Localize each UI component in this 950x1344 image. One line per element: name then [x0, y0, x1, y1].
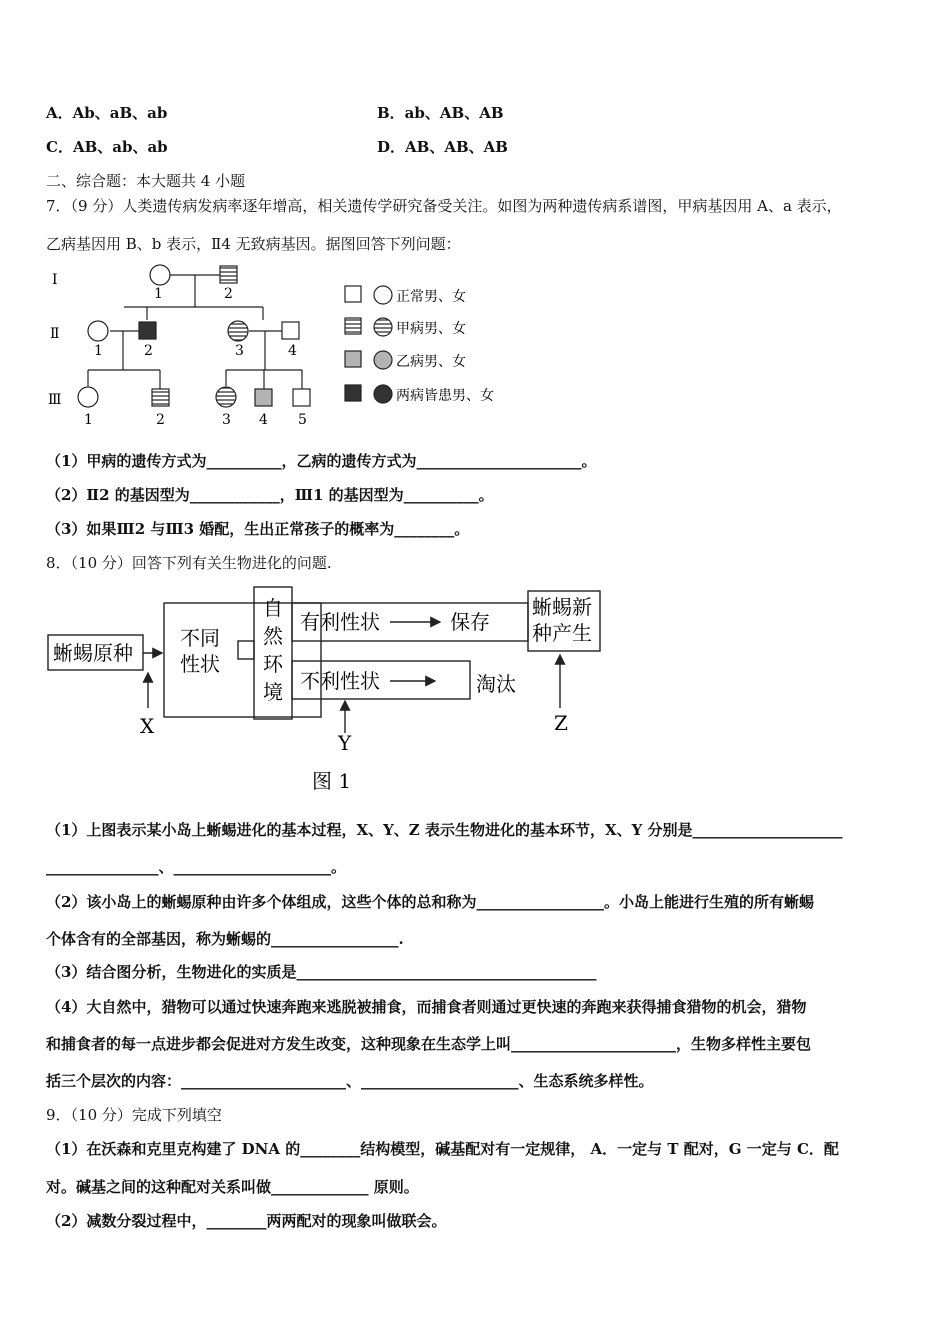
traits-label: 性状 [180, 652, 220, 676]
eliminate-label: 淘汰 [476, 672, 516, 696]
evolution-diagram [40, 583, 620, 798]
legend-female-both [374, 385, 392, 403]
legend-female-normal [374, 286, 392, 304]
gen-label: Ⅰ [52, 272, 58, 288]
section-title: 二、综合题：本大题共 4 小题 [46, 172, 246, 190]
pedigree-female-normal [88, 321, 108, 341]
environment-label: 自 [263, 596, 283, 620]
z-label: Z [554, 711, 568, 735]
q9-sub1-line2: 对。碱基之间的这种配对关系叫做_____________ 原则。 [46, 1178, 419, 1196]
option-c: C．AB、ab、ab [46, 138, 168, 156]
q7-stem-line2: 乙病基因用 B、b 表示，Ⅱ4 无致病基因。据图回答下列问题： [46, 235, 461, 253]
pedigree-female-normal [78, 387, 98, 407]
pedigree-number: 1 [84, 412, 93, 428]
legend-male-disease-b [345, 351, 361, 367]
pedigree-male-disease-a [152, 389, 169, 406]
traits-label: 不同 [180, 626, 220, 650]
q8-sub2-line2: 个体含有的全部基因，称为蜥蜴的_________________. [46, 930, 404, 948]
q9-sub1-line1: （1）在沃森和克里克构建了 DNA 的________结构模型，碱基配对有一定规律， A．一定与 T 配对，G 一定与 C．配 [46, 1140, 839, 1158]
original-species-label: 蜥蜴原种 [53, 641, 133, 665]
pedigree-female-disease-a [228, 321, 248, 341]
q9-title: 9．（10 分）完成下列填空 [46, 1106, 222, 1124]
pedigree-number: 3 [235, 343, 244, 359]
q9-sub2: （2）减数分裂过程中，________两两配对的现象叫做联会。 [46, 1212, 447, 1230]
q8-title: 8．（10 分）回答下列有关生物进化的问题. [46, 554, 332, 572]
gen-label: Ⅲ [48, 392, 62, 408]
pedigree-number: 2 [156, 412, 165, 428]
pedigree-male-normal [282, 322, 299, 339]
legend-female-disease-a [374, 318, 392, 336]
q7-sub2: （2）Ⅱ2 的基因型为____________，Ⅲ1 的基因型为__________。 [46, 486, 494, 504]
q8-sub2-line1: （2）该小岛上的蜥蜴原种由许多个体组成，这些个体的总和称为_________________。小岛上能进行生殖的所有蜥蜴 [46, 893, 814, 911]
legend-female-disease-b [374, 351, 392, 369]
q8-sub1-line1: （1）上图表示某小岛上蜥蜴进化的基本过程，X、Y、Z 表示生物进化的基本环节，X、Y 分别是____________________ [46, 821, 843, 839]
pedigree-male-normal [293, 389, 310, 406]
q8-sub4-line1: （4）大自然中，猎物可以通过快速奔跑来逃脱被捕食，而捕食者则通过更快速的奔跑来获得捕食猎物的机会，猎物 [46, 998, 807, 1016]
pedigree-female-normal [150, 265, 170, 285]
figure-caption: 图 1 [312, 769, 352, 793]
new-species-label: 蜥蜴新 [532, 595, 592, 619]
q7-sub3: （3）如果Ⅲ2 与Ⅲ3 婚配，生出正常孩子的概率为________。 [46, 520, 470, 538]
legend-label: 甲病男、女 [396, 321, 466, 337]
y-label: Y [338, 731, 352, 755]
pedigree-male-disease-b [255, 389, 272, 406]
legend-male-both [345, 385, 361, 401]
preserve-label: 保存 [450, 610, 490, 634]
legend-male-disease-a [345, 318, 361, 334]
q7-sub1: （1）甲病的遗传方式为__________，乙病的遗传方式为______________________。 [46, 452, 597, 470]
q8-sub4-line2: 和捕食者的每一点进步都会促进对方发生改变，这种现象在生态学上叫______________________，生物多样性主要包 [46, 1035, 812, 1053]
q7-stem-line1: 7．（9 分）人类遗传病发病率逐年增高，相关遗传学研究备受关注。如图为两种遗传病系谱图，甲病基因用 A、a 表示， [46, 197, 842, 215]
option-a: A．Ab、aB、ab [46, 104, 168, 122]
option-b: B．ab、AB、AB [377, 104, 504, 122]
x-label: X [140, 714, 155, 738]
legend-male-normal [345, 286, 361, 302]
environment-label: 然 [263, 624, 283, 648]
legend-label: 两病皆患男、女 [396, 388, 494, 404]
option-d: D．AB、AB、AB [377, 138, 508, 156]
q8-sub4-line3: 括三个层次的内容：______________________、_____________________、生态系统多样性。 [46, 1072, 654, 1090]
q8-sub3: （3）结合图分析，生物进化的实质是________________________________________ [46, 963, 597, 981]
pedigree-number: 1 [154, 286, 163, 302]
pedigree-number: 2 [144, 343, 153, 359]
pedigree-number: 4 [259, 412, 268, 428]
q8-sub1-line2: _______________、_____________________。 [46, 858, 347, 876]
pedigree-number: 3 [222, 412, 231, 428]
pedigree-number: 1 [94, 343, 103, 359]
pedigree-number: 4 [288, 343, 297, 359]
pedigree-number: 2 [224, 286, 233, 302]
pedigree-female-disease-a [216, 387, 236, 407]
pedigree-chart [40, 262, 560, 432]
environment-label: 境 [263, 680, 283, 704]
pedigree-male-disease-a [220, 266, 237, 283]
pedigree-number: 5 [298, 412, 307, 428]
environment-label: 环 [263, 652, 283, 676]
legend-label: 乙病男、女 [396, 354, 466, 370]
new-species-label: 种产生 [532, 621, 592, 645]
favorable-label: 有利性状 [300, 610, 380, 634]
pedigree-male-both-diseases [139, 322, 156, 339]
gen-label: Ⅱ [50, 326, 60, 342]
legend-label: 正常男、女 [396, 289, 466, 305]
unfavorable-label: 不利性状 [300, 669, 380, 693]
